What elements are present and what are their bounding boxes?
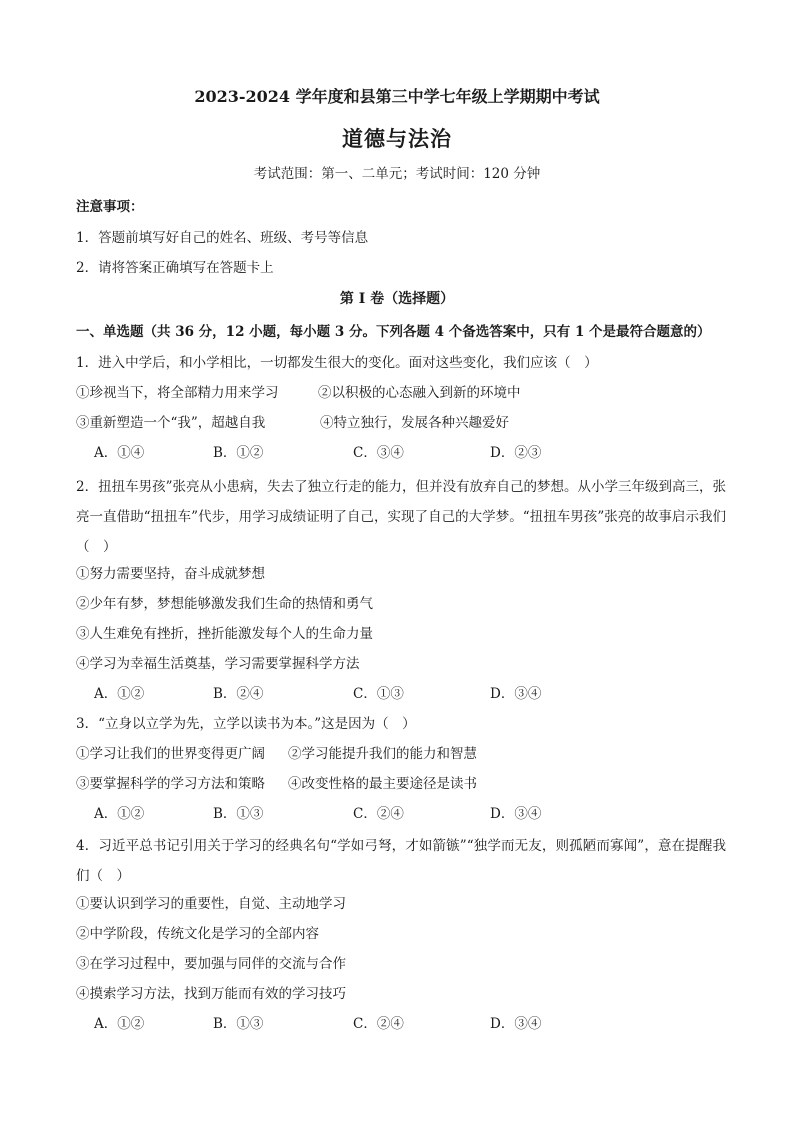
exam-title: 2023-2024 学年度和县第三中学七年级上学期期中考试 — [194, 87, 600, 106]
option-d[interactable]: D．②③ — [490, 445, 542, 461]
statement: ④摸索学习方法，找到万能而有效的学习技巧 — [76, 986, 346, 1002]
statement: ①学习让我们的世界变得更广阔 — [76, 746, 265, 762]
option-d[interactable]: D．③④ — [490, 1016, 542, 1032]
statement: ③重新塑造一个“我”，超越自我 — [76, 415, 266, 431]
statement: ②以积极的心态融入到新的环境中 — [318, 385, 521, 401]
option-a[interactable]: A．①④ — [94, 445, 145, 461]
option-c[interactable]: C．②④ — [353, 1016, 404, 1032]
statement: ④特立独行，发展各种兴趣爱好 — [320, 415, 509, 431]
subject-title: 道德与法治 — [342, 126, 452, 151]
option-b[interactable]: B．①③ — [213, 1016, 264, 1032]
section-title: 一、单选题（共 36 分，12 小题，每小题 3 分。下列各题 4 个备选答案中，只有 1 个是最符合题意的） — [76, 324, 711, 340]
statement: ①努力需要坚持，奋斗成就梦想 — [76, 566, 265, 582]
volume-title: 第 I 卷（选择题） — [339, 291, 455, 307]
option-c[interactable]: C．①③ — [353, 686, 404, 702]
statement: ①珍视当下，将全部精力用来学习 — [76, 385, 279, 401]
exam-meta: 考试范围：第一、二单元；考试时间：120 分钟 — [253, 166, 541, 182]
statement: ②中学阶段，传统文化是学习的全部内容 — [76, 926, 319, 942]
question-stem: 4．习近平总书记引用关于学习的经典名句“学如弓弩，才如箭镞”“独学而无友，则孤陋而寡闻”，意在提醒我们（ ） — [76, 838, 726, 884]
option-b[interactable]: B．①② — [213, 445, 264, 461]
option-b[interactable]: B．①③ — [213, 806, 264, 822]
question-stem: 3．“立身以立学为先，立学以读书为本。”这是因为（ ） — [76, 716, 416, 732]
statement: ④改变性格的最主要途径是读书 — [288, 776, 477, 792]
option-d[interactable]: D．③④ — [490, 806, 542, 822]
option-a[interactable]: A．①② — [94, 1016, 145, 1032]
option-c[interactable]: C．③④ — [353, 445, 404, 461]
notice-heading: 注意事项： — [76, 199, 144, 215]
option-a[interactable]: A．①② — [94, 686, 145, 702]
statement: ③在学习过程中，要加强与同伴的交流与合作 — [76, 956, 346, 972]
question-stem: 1．进入中学后，和小学相比，一切都发生很大的变化。面对这些变化，我们应该（ ） — [76, 355, 598, 371]
notice-item: 2．请将答案正确填写在答题卡上 — [76, 260, 274, 276]
option-a[interactable]: A．①② — [94, 806, 145, 822]
option-c[interactable]: C．②④ — [353, 806, 404, 822]
statement: ④学习为幸福生活奠基，学习需要掌握科学方法 — [76, 656, 360, 672]
statement: ②少年有梦，梦想能够激发我们生命的热情和勇气 — [76, 596, 373, 612]
option-b[interactable]: B．②④ — [213, 686, 264, 702]
statement: ③要掌握科学的学习方法和策略 — [76, 776, 265, 792]
notice-item: 1．答题前填写好自己的姓名、班级、考号等信息 — [76, 230, 369, 246]
statement: ②学习能提升我们的能力和智慧 — [288, 746, 477, 762]
option-d[interactable]: D．③④ — [490, 686, 542, 702]
question-stem: 2．扭扭车男孩”张亮从小患病，失去了独立行走的能力，但并没有放弃自己的梦想。从小学三年级到高三，张亮一直借助“扭扭车”代步，用学习成绩证明了自己，实现了自己的大学梦。“扭扭车男孩”张亮的故事启示我们（ ） — [76, 479, 726, 555]
statement: ③人生难免有挫折，挫折能激发每个人的生命力量 — [76, 626, 373, 642]
statement: ①要认识到学习的重要性，自觉、主动地学习 — [76, 896, 346, 912]
